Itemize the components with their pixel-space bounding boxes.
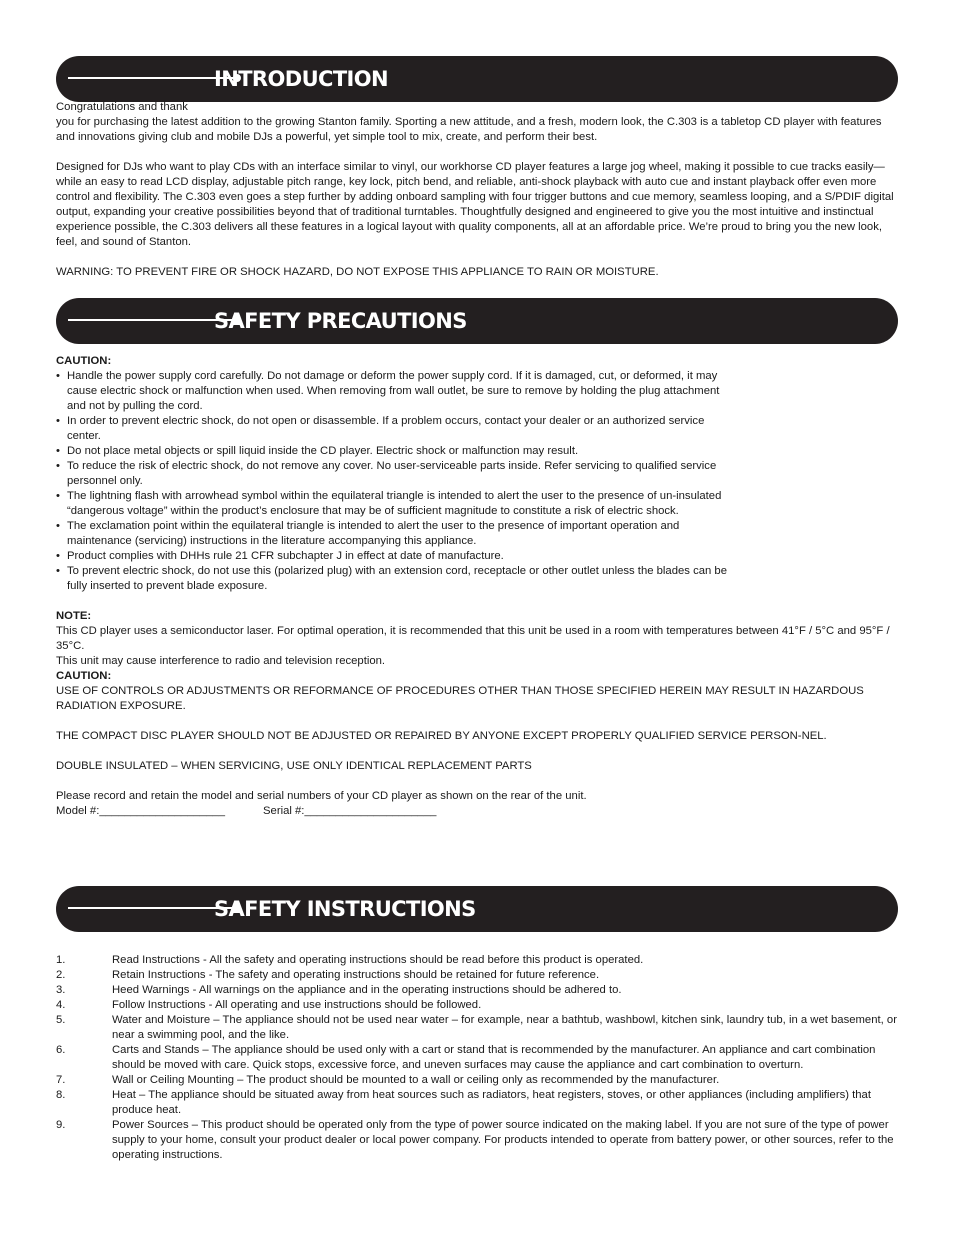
double-insulated-text: DOUBLE INSULATED – WHEN SERVICING, USE ONLY IDENTICAL REPLACEMENT PARTS — [56, 760, 532, 772]
list-item — [56, 1088, 898, 1118]
item-number: 3. — [56, 984, 66, 996]
safety-precautions-body — [56, 354, 898, 819]
intro-warning: WARNING: TO PREVENT FIRE OR SHOCK HAZARD, DO NOT EXPOSE THIS APPLIANCE TO RAIN OR MOISTURE. — [56, 266, 659, 278]
item-text: Power Sources – This product should be operated only from the type of power source indicated on the making label. If you are not sure of the type of power supply to your home, consult your product dealer or local power company. For products intended to operate from battery power, or other sources, refer to the operating instructions. — [112, 1119, 894, 1161]
caution2-label: CAUTION: — [56, 670, 112, 682]
note-text-2: This unit may cause interference to radio and television reception. — [56, 655, 386, 667]
item-text: Water and Moisture – The appliance should not be used near water – for example, near a bathtub, washbowl, kitchen sink, laundry tub, in a wet basement, or near a swimming pool, and the like. — [112, 1014, 897, 1041]
list-item — [56, 1118, 898, 1163]
list-item: • Handle the power supply cord carefully. Do not damage or deform the power supply cord. If it is damaged, cut, or deformed, it may cause electric shock or malfunction when used. When removing from wall outlet, be sure to remove by holding the plug attachment and not by pulling the cord. — [56, 369, 736, 414]
item-number: 6. — [56, 1044, 66, 1056]
list-item — [56, 998, 898, 1013]
instructions-list — [56, 953, 898, 1163]
compact-disc-text: THE COMPACT DISC PLAYER SHOULD NOT BE ADJUSTED OR REPAIRED BY ANYONE EXCEPT PROPERLY QUALIFIED SERVICE PERSON-NEL. — [56, 730, 827, 742]
item-text: Wall or Ceiling Mounting – The product should be mounted to a wall or ceiling only as recommended by the manufacturer. — [112, 1074, 720, 1086]
banner-rule — [68, 77, 236, 79]
list-item — [56, 983, 898, 998]
list-item — [56, 968, 898, 983]
list-item: • The exclamation point within the equilateral triangle is intended to alert the user to the presence of important operation and maintenance (servicing) instructions in the literature accompanying this appliance. — [56, 519, 736, 549]
caution-label: CAUTION: — [56, 355, 112, 367]
list-item — [56, 1043, 898, 1073]
intro-para1-line1: Congratulations and thank — [56, 101, 188, 113]
item-number: 1. — [56, 954, 66, 966]
caution-list — [56, 369, 736, 594]
introduction-banner — [56, 56, 898, 102]
item-number: 5. — [56, 1014, 66, 1026]
list-item: • Do not place metal objects or spill liquid inside the CD player. Electric shock or malfunction may result. — [56, 444, 736, 459]
caution2-text: USE OF CONTROLS OR ADJUSTMENTS OR REFORMANCE OF PROCEDURES OTHER THAN THOSE SPECIFIED HEREIN MAY RESULT IN HAZARDOUS RADIATION EXPOSURE. — [56, 685, 864, 712]
list-item — [56, 1073, 898, 1088]
list-item: • To reduce the risk of electric shock, do not remove any cover. No user-serviceable parts inside. Refer servicing to qualified service personnel only. — [56, 459, 736, 489]
intro-para1-rest: you for purchasing the latest addition to the growing Stanton family. Sporting a new attitude, and a fresh, modern look, the C.303 is a tabletop CD player with features and innovations giving club and mobile DJs a powerful, yet simple tool to mix, create, and perform their best. — [56, 116, 882, 143]
list-item: • Product complies with DHHs rule 21 CFR subchapter J in effect at date of manufacture. — [56, 549, 736, 564]
item-number: 7. — [56, 1074, 66, 1086]
banner-rule — [68, 319, 236, 321]
list-item — [56, 1013, 898, 1043]
serial-number-field: Serial #:_____________________ — [263, 805, 437, 817]
banner-rule — [68, 907, 236, 909]
introduction-heading: INTRODUCTION — [214, 67, 388, 91]
model-serial-line — [56, 804, 898, 819]
safety-precautions-banner — [56, 298, 898, 344]
item-text: Retain Instructions - The safety and operating instructions should be retained for future reference. — [112, 969, 600, 981]
item-text: Heat – The appliance should be situated away from heat sources such as radiators, heat registers, stoves, or other appliances (including amplifiers) that produce heat. — [112, 1089, 871, 1116]
note-text-1: This CD player uses a semiconductor laser. For optimal operation, it is recommended that this unit be used in a room with temperatures between 41°F / 5°C and 95°F / 35°C. — [56, 625, 890, 652]
item-text: Follow Instructions - All operating and use instructions should be followed. — [112, 999, 482, 1011]
safety-instructions-banner — [56, 886, 898, 932]
item-number: 4. — [56, 999, 66, 1011]
list-item: • In order to prevent electric shock, do not open or disassemble. If a problem occurs, contact your dealer or an authorized service center. — [56, 414, 736, 444]
note-label: NOTE: — [56, 610, 92, 622]
safety-precautions-heading: SAFETY PRECAUTIONS — [214, 309, 467, 333]
list-item: • To prevent electric shock, do not use this (polarized plug) with an extension cord, receptacle or other outlet unless the blades can be fully inserted to prevent blade exposure. — [56, 564, 736, 594]
item-number: 9. — [56, 1119, 66, 1131]
item-number: 8. — [56, 1089, 66, 1101]
list-item: • The lightning flash with arrowhead symbol within the equilateral triangle is intended to alert the user to the presence of un-insulated “dangerous voltage” within the product’s enclosure that may be of sufficient magnitude to constitute a risk of electric shock. — [56, 489, 736, 519]
item-text: Heed Warnings - All warnings on the appliance and in the operating instructions should be adhered to. — [112, 984, 622, 996]
item-text: Read Instructions - All the safety and operating instructions should be read before this product is operated. — [112, 954, 644, 966]
record-text: Please record and retain the model and serial numbers of your CD player as shown on the rear of the unit. — [56, 790, 587, 802]
list-item — [56, 953, 898, 968]
item-number: 2. — [56, 969, 66, 981]
introduction-body — [56, 100, 898, 280]
safety-instructions-heading: SAFETY INSTRUCTIONS — [214, 897, 476, 921]
safety-instructions-body — [56, 953, 898, 1163]
model-number-field: Model #:____________________ — [56, 805, 225, 817]
item-text: Carts and Stands – The appliance should be used only with a cart or stand that is recommended by the manufacturer. An appliance and cart combination should be moved with care. Quick stops, excessive force, and uneven surfaces may cause the appliance and cart combination to overturn. — [112, 1044, 876, 1071]
intro-para2: Designed for DJs who want to play CDs with an interface similar to vinyl, our workhorse CD player features a large jog wheel, making it possible to cue tracks easily—while an easy to read LCD display, adjustable pitch range, key lock, pitch bend, and reliable, anti-shock playback with auto cue and instant playback offer even more control and flexibility. The C.303 even goes a step further by adding onboard sampling with four trigger buttons and cue memory, seamless looping, and a S/PDIF digital output, expanding your creative possibilities beyond that of traditional turntables. Thoughtfully designed and engineered to give you the most intuitive and instinctual experience possible, the C.303 delivers all these features in a logical layout with quality components, all at an affordable price. We’re proud to bring you the new look, feel, and sound of Stanton. — [56, 161, 894, 248]
